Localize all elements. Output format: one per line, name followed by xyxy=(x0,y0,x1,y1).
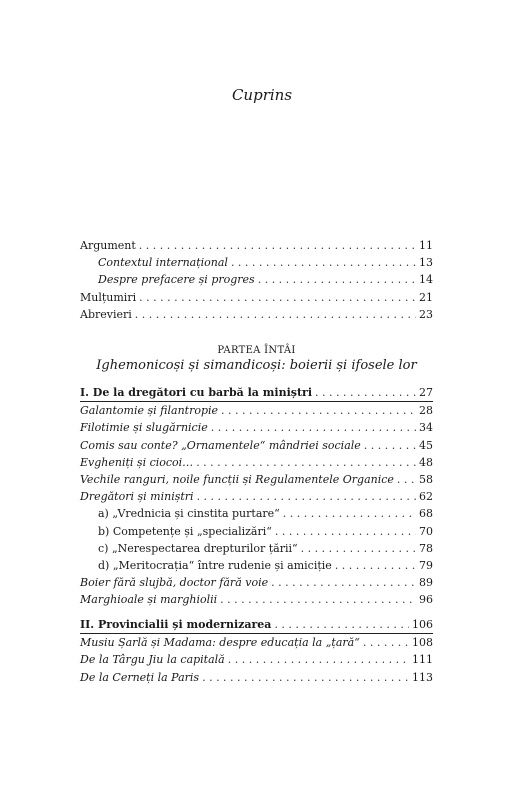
toc-entry[interactable] xyxy=(80,505,433,522)
dot-leader xyxy=(197,488,416,505)
toc-entry-title: Despre prefacere și progres xyxy=(98,273,255,287)
dot-leader xyxy=(196,454,416,471)
dot-leader xyxy=(274,616,409,633)
toc-entry[interactable] xyxy=(80,669,433,686)
toc-entry-title: De la Târgu Jiu la capitală xyxy=(80,653,225,667)
toc-entry-page: 45 xyxy=(419,438,433,452)
toc-entry-title: Vechile ranguri, noile funcții și Regulamentele Organice xyxy=(80,472,394,486)
toc-entry-page: 23 xyxy=(419,307,433,321)
toc-entry[interactable] xyxy=(80,591,433,608)
toc-entry-page: 28 xyxy=(419,404,433,418)
toc-entry-page: 78 xyxy=(419,541,433,555)
toc-entry-title: I. De la dregători cu barbă la miniștri xyxy=(80,386,312,399)
toc-entry[interactable] xyxy=(80,271,433,288)
toc-entry[interactable] xyxy=(80,488,433,505)
part-heading xyxy=(80,345,433,373)
toc-entry-page: 108 xyxy=(412,636,433,650)
dot-leader xyxy=(228,651,409,668)
toc-entry[interactable] xyxy=(80,523,433,540)
toc-entry[interactable] xyxy=(80,402,433,419)
toc-entry-page: 89 xyxy=(419,576,433,590)
toc-entry[interactable] xyxy=(80,540,433,557)
dot-leader xyxy=(335,557,416,574)
dot-leader xyxy=(397,471,416,488)
toc-entry-title: Mulțumiri xyxy=(80,290,137,304)
toc-entry[interactable] xyxy=(80,254,433,271)
dot-leader xyxy=(301,540,416,557)
toc-entry-page: 111 xyxy=(412,653,433,667)
dot-leader xyxy=(315,384,416,401)
front-matter-list xyxy=(80,237,433,323)
toc-entry-title: Contextul internațional xyxy=(98,256,228,270)
toc-entry-page: 48 xyxy=(419,455,433,469)
toc-entry[interactable] xyxy=(80,289,433,306)
toc-entry-page: 34 xyxy=(419,421,433,435)
toc-entry-page: 113 xyxy=(412,670,433,684)
dot-leader xyxy=(275,523,416,540)
toc-entry[interactable] xyxy=(80,557,433,574)
toc-entry-title: Musiu Șarlă și Madama: despre educația la „țară“ xyxy=(80,636,360,650)
dot-leader xyxy=(220,591,416,608)
dot-leader xyxy=(363,634,409,651)
toc-entry[interactable] xyxy=(80,384,433,402)
toc-entry[interactable] xyxy=(80,306,433,323)
toc-entry[interactable] xyxy=(80,419,433,436)
toc-entry-page: 27 xyxy=(419,386,433,399)
toc-entry[interactable] xyxy=(80,454,433,471)
dot-leader xyxy=(211,419,416,436)
part-label: PARTEA ÎNTÂI xyxy=(217,345,296,356)
toc-entry-page: 70 xyxy=(419,524,433,538)
toc-entry-title: Comis sau conte? „Ornamentele“ mândriei sociale xyxy=(80,438,361,452)
toc-entry[interactable] xyxy=(80,634,433,651)
dot-leader xyxy=(135,306,416,323)
page-title: Cuprins xyxy=(231,86,293,104)
toc-entry-title: Dregători și miniștri xyxy=(80,490,194,504)
toc-entry-page: 13 xyxy=(419,256,433,270)
toc-entry-page: 79 xyxy=(419,558,433,572)
toc-entry[interactable] xyxy=(80,651,433,668)
toc-entry-page: 96 xyxy=(419,593,433,607)
dot-leader xyxy=(283,505,416,522)
toc-entry-title: Boier fără slujbă, doctor fără voie xyxy=(80,576,269,590)
toc-entry-page: 68 xyxy=(419,507,433,521)
toc-entry-title: b) Competențe și „specializări“ xyxy=(98,524,272,538)
toc-entry-page: 106 xyxy=(412,618,433,631)
dot-leader xyxy=(364,437,416,454)
toc-entry-title: Marghioale și marghiolii xyxy=(80,593,218,607)
dot-leader xyxy=(139,289,416,306)
toc-entry-title: d) „Meritocrația“ între rudenie și amiciție xyxy=(98,558,332,572)
chapter-2-list xyxy=(80,616,433,686)
toc-entry-title: Filotimie și slugărnicie xyxy=(80,421,208,435)
toc-entry[interactable] xyxy=(80,437,433,454)
toc-entry-page: 14 xyxy=(419,273,433,287)
toc-entry[interactable] xyxy=(80,237,433,254)
toc-entry-page: 62 xyxy=(419,490,433,504)
toc-entry-title: Galantomie și filantropie xyxy=(80,404,219,418)
dot-leader xyxy=(271,574,416,591)
toc-entry[interactable] xyxy=(80,574,433,591)
toc-entry-title: c) „Nerespectarea drepturilor țării“ xyxy=(98,541,298,555)
toc-entry-title: Argument xyxy=(80,239,136,252)
toc-entry[interactable] xyxy=(80,616,433,634)
toc-entry-title: De la Cerneți la Paris xyxy=(80,670,200,684)
toc-entry-title: a) „Vrednicia și cinstita purtare“ xyxy=(98,507,280,521)
dot-leader xyxy=(231,254,416,271)
toc-entry-page: 11 xyxy=(419,239,433,252)
dot-leader xyxy=(221,402,416,419)
toc-entry-title: Abrevieri xyxy=(80,307,132,321)
toc-entry[interactable] xyxy=(80,471,433,488)
part-subtitle: Ighemonicoși și simandicoși: boierii și ifosele lor xyxy=(96,358,417,373)
toc-entry-page: 21 xyxy=(419,290,433,304)
dot-leader xyxy=(139,237,416,254)
toc-entry-title: Evgheniți și ciocoi… xyxy=(80,455,194,469)
toc-entry-page: 58 xyxy=(419,472,433,486)
dot-leader xyxy=(258,271,416,288)
chapter-1-list xyxy=(80,384,433,608)
dot-leader xyxy=(202,669,409,686)
toc-entry-title: II. Provincialii și modernizarea xyxy=(80,618,272,631)
